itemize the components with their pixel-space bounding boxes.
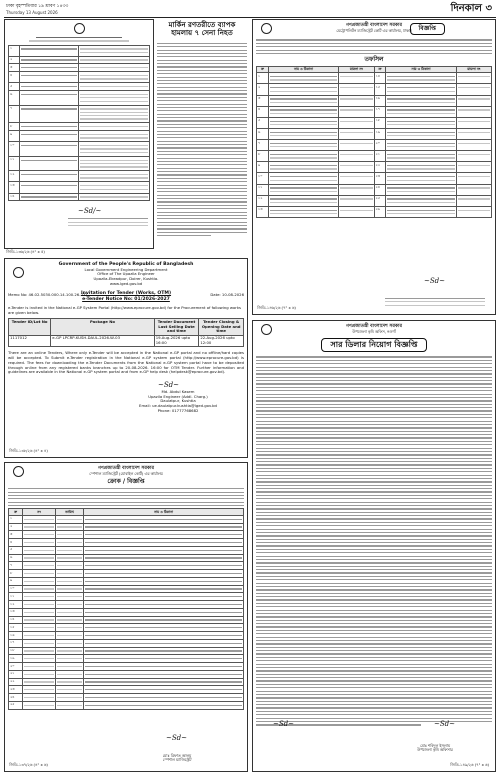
col-selling-date: Tender Document Last Selling Date and time [154,319,199,335]
table-row: ১১ ২৪ [257,184,492,195]
table-row: ১১ [9,593,244,601]
table-row: ২১ [9,670,244,678]
invitation-note: There are an online Tenders, Where only e-Tender will be accepted in the National e-GP portal and no offline/hard copies will be accepted. To Submit e-Tender registration in the National e-GP system portal (http://www.eprocure.gov.bd) is required. The fees for downloading the e-Tender Documents from the National e-GP system portal have to be deposited through online from any registered banks branches up to 20-08-2026. 16:00 for OTM Tender. Further information and guidelines are available in the National e-GP system portal and from e-GP help desk (helpdesk@eprocure.gov.bd). [8,350,244,375]
mc-signer-title: স্পেশাল ম্যাজিস্ট্রেট [162,757,192,763]
table-row: ২৪ [9,694,244,702]
mc-title: ক্রোক / বিজ্ঞপ্তি [107,478,145,486]
mc-sub-line: স্পেশাল ম্যাজিস্ট্রেট (মোবাইল কোর্ট) এর কার্যালয় [89,470,163,476]
tender-notice-no: e-Tender Notice No: 01/2026-2027 [82,297,170,303]
table-row: ১৩ ২৬ [257,206,492,217]
table-row: ৮ ২১ [257,151,492,162]
invitation-footer-code: জিডি-১৩৮/২৬ (৪" x ৪) [9,448,48,454]
table-row: ১২ [9,601,244,609]
invitation-title: Invitation for Tender (Works, OTM) [80,291,172,297]
table-row: ২ ১৫ [257,84,492,95]
table-row: ২৩ [9,686,244,694]
date-line: Thursday 13 August 2026 [6,10,58,15]
officer-title: Upazila Engineer (Addl. Charg.) [148,393,208,399]
court-signature: ~Sd~ [423,277,445,286]
court-notice-title: বিজ্ঞপ্তি [410,23,445,35]
emblem-icon [13,466,24,477]
mc-signature: ~Sd~ [165,734,187,743]
table-row: ৯ [9,577,244,585]
mc-signer: মোঃ রিফাত আলম [162,752,192,758]
mc-table: ক্র নং তারিখ নাম ও ঠিকানা ১ ২ ৩ ৪ ৫ ৬ ৭ ৮ ৯ ১০ ১১ ১২ ১৩ ১৪ ১৫ ১৬ ১৭ ১৮ ১৯ ২০ ২১ ২২ ২৩ ২৪ ২৫ [8,508,244,709]
officer-place: Daulatpur, Kushtia [160,398,196,404]
table-row: ১৫ [9,624,244,632]
table-row: ৮ [9,570,244,578]
table-row: ২৫ [9,701,244,709]
memo-no: Memo No: 46.02.5030.000.14.100.26-771 [8,291,88,297]
court-notice [252,19,496,315]
col-package: Package No [51,319,154,335]
table-row: ৫ ১৮ [257,117,492,128]
schedule-title: তফসিল [364,56,384,64]
invitation-intro: e-Tender is invited in the National e-GP System Portal (http://www.eprocure.gov.bd) for the Procurement of following works are given below. [8,304,242,315]
table-row: ২০ [9,663,244,671]
dealer-notice [252,320,496,772]
cell-selling-date: 19-Aug-2026 upto 16:00 [154,335,199,347]
table-row: ১৭ [9,639,244,647]
table-row: ৬ ১৯ [257,128,492,139]
court-footer-code: জিডি-১৪৬/২৬ (৭" x ৬) [257,305,296,311]
court-gov-line: গণপ্রজাতন্ত্রী বাংলাদেশ সরকার [345,23,403,28]
table-row: ১২ ২৫ [257,195,492,206]
table-row: ৪ ১৭ [257,106,492,117]
table-row [9,335,244,347]
memo-date: Date: 10-08-2026 [210,291,244,297]
tender-table [8,318,244,347]
cell-closing-date: 22-Aug-2026 upto 12:00 [199,335,244,347]
dealer-notice-title: সার ডিলার নিয়োগ বিজ্ঞপ্তি [321,338,426,352]
table-row: ৯ ২২ [257,162,492,173]
table-row: ৭ ২০ [257,140,492,151]
dealer-signer: মোঃ শহিদুল ইসলাম [420,742,450,748]
table-row: ১০ [9,585,244,593]
cell-package: e-GP LPCRP-KUSH-DAUL-2026-W-03 [51,335,154,347]
cell-tender-id: 1117012 [9,335,51,347]
court-sub-line: মেট্রোপলিটন ম্যাজিস্ট্রেট কোর্ট এর কার্যালয়, ঢাকা। [336,27,412,33]
tender-form-footer-code: জিডি-১৩৬/২৬ (৪" x ৫) [6,249,45,254]
table-row: ৬ [9,554,244,562]
table-row: ১৯ [9,655,244,663]
table-row: ১০ ২৩ [257,173,492,184]
gov-line-3: Office of The Upazila Engineer [97,271,155,277]
emblem-icon [261,23,272,34]
news-column [157,19,247,251]
mc-footer-code: জিডি-১৩৭/২৬ (৪" x ৬) [9,762,48,768]
table-row: ৪ [9,539,244,547]
dealer-gov-line: গণপ্রজাতন্ত্রী বাংলাদেশ সরকার [345,324,403,329]
tender-form-notice [4,19,154,249]
schedule-table: ক্র নাম ও ঠিকানা মামলা নং ক্র নাম ও ঠিকানা মামলা নং ১ ১৪ ২ ১৫ ৩ ১৬ ৪ ১৭ ৫ ১৮ ৬ ১৯ ৭ ২০ ৮ ২১ ৯ ২২ ১০ ২৩ ১১ ২৪ ১২ ২৫ ১৩ ২৬ [256,66,492,218]
table-row: ৭ [9,562,244,570]
table-row: ১ ১৪ [257,73,492,84]
dealer-sub-line: উপজেলা কৃষি অফিস, নওগাঁ [352,328,396,334]
officer-signature: ~Sd~ [158,381,180,390]
dealer-footer-code: জিডি-১৪৯/২৬ (৭" x ৬) [450,762,489,768]
table-row: ১ [9,515,244,523]
header-rule [4,17,496,18]
officer-phone: Phone: 01777768682 [157,407,199,413]
col-tender-id: Tender ID/Lot No [9,319,51,335]
emblem-icon [261,324,272,335]
signature: ~Sd/~ [78,207,102,216]
tender-form-table: ১ ২ ৩ ৪ ৫ ৬ ৭ ৮ ৯ ১০ ১১ ১২ ১৩ ১৪ [8,45,150,202]
table-row: ১৩ [9,608,244,616]
government-emblem-icon [74,23,85,34]
newspaper-logo: দিনকাল ৩ [450,3,492,14]
officer-name: Md. Abdul Kasem [161,388,195,394]
table-row: ১৬ [9,632,244,640]
col-closing-date: Tender Closing & Opening Date and time [199,319,244,335]
gov-line-1: Government of the People's Republic of Bangladesh [58,262,194,267]
mc-gov-line: গণপ্রজাতন্ত্রী বাংলাদেশ সরকার [97,466,155,471]
table-row: ৩ ১৬ [257,95,492,106]
gov-line-5: www.lged.gov.bd [109,280,143,286]
gov-line-2: Local Government Engineering Department [84,266,168,272]
tender-invitation [4,258,248,458]
table-row: ১৪ [9,616,244,624]
table-row: ২২ [9,678,244,686]
dealer-signer-title: উপজেলা কৃষি অফিসার [417,747,453,753]
table-row: ২ [9,523,244,531]
dealer-signature-left: ~Sd~ [273,720,295,729]
table-row: ৫ [9,546,244,554]
section-label: ঢাকা বৃহস্পতিবার ১৯ শ্রাবণ ১৪৩৩ [6,4,69,9]
gov-line-4: Upazila-Ekeadpur, Doirer, Kushtia. [93,276,159,282]
table-row: ১৮ [9,647,244,655]
lged-logo-icon [13,267,24,278]
mobile-court-notice [4,462,248,772]
dealer-signature-right: ~Sd~ [433,720,455,729]
table-row: ৩ [9,531,244,539]
officer-email: Email: ue.daulatpur.kushtia@lged.gov.bd [139,403,217,409]
news-headline: মার্কিন রণতরীতে ব্যাপক হামলায় ৭ সেনা নিহত [168,21,236,38]
